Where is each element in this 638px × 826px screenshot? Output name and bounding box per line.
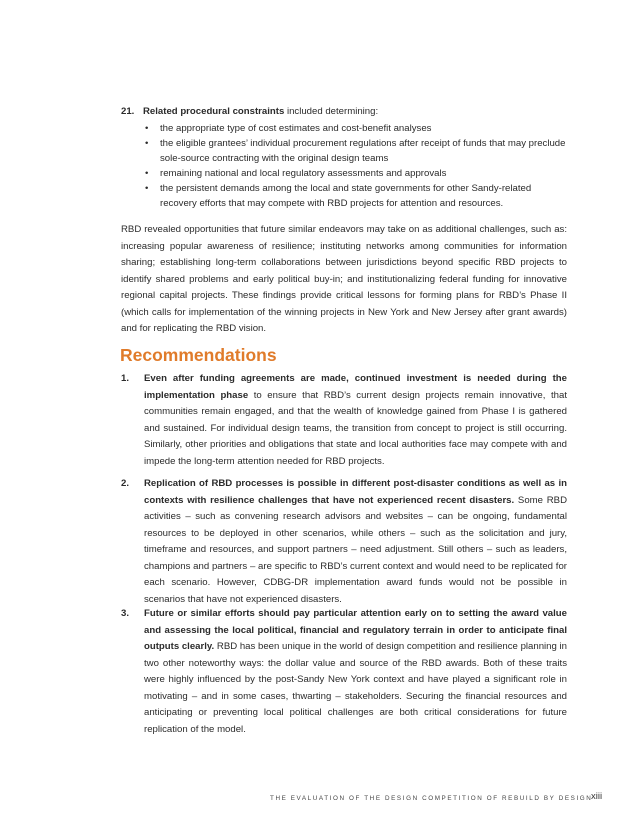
bullet-item [143,166,567,181]
recommendation-text: RBD has been unique in the world of design competition and resilience planning in two other noteworthy ways: the dollar value and source of the RBD awards. Both of these traits were highly influenced by the post-Sandy New York context and have played a significant role in motivating – and in some cases, thwarting – stakeholders. Securing the financial resources and anticipating or preventing local political challenges are both critical considerations for future replication of the model. [144,641,567,735]
recommendation-item [121,476,567,608]
recommendation-text: Some RBD activities – such as convening research advisors and websites – can be ongoing, fundamental resources to be deployed in other scenarios, while others – such as the solicitation and jury, timeframe and resources, and support partners – need adjustment. Still others – such as leaders, champions and partners – are specific to RBD’s current context and would need to be replicated for each scenario. However, CDBG-DR implementation award funds would not be possible in scenarios that have not experienced disasters. [144,494,568,605]
bullet-item [143,136,567,166]
bullet-item [143,181,567,211]
item-body [143,104,567,211]
bullet-text: the appropriate type of cost estimates and cost-benefit analyses [160,123,432,134]
bullet-item [143,121,567,136]
recommendation-number: 3. [121,608,130,619]
bullet-icon: • [145,123,149,134]
page-number: xiii [591,791,603,802]
bullet-text: remaining national and local regulatory assessments and approvals [160,168,447,179]
recommendation-lead: Even after funding agreements are made, continued investment is needed during the implementation phase [144,373,567,401]
bullet-list [143,121,567,211]
bullet-icon: • [145,138,149,149]
item-21-procedural-constraints [121,104,567,211]
recommendation-number: 2. [121,478,130,489]
recommendation-lead: Future or similar efforts should pay particular attention early on to setting the award value and assessing the local political, financial and regulatory terrain in order to anticipate final outputs clearly. [144,608,567,652]
recommendation-body [144,476,567,608]
item-lead: included determining: [284,106,379,117]
item-heading: Related procedural constraints [143,106,285,117]
recommendation-body [144,606,567,738]
bullet-text: the eligible grantees’ individual procurement regulations after receipt of funds that may preclude sole-source contracting with the original design teams [160,138,566,164]
item-number: 21. [121,106,135,117]
body-paragraph: RBD revealed opportunities that future similar endeavors may take on as additional challenges, such as: increasing popular awareness of resilience; instituting networks among communities for information sharing; establishing long-term collaborations between jurisdictions beyond specific RBD projects to identify shared problems and early political buy-in; and institutionalizing federal funding for innovative regional capital projects. These findings provide critical lessons for forming plans for RBD’s Phase II (which calls for implementation of the winning projects in New York and New Jersey after grant awards) and for replicating the RBD vision. [121,224,567,334]
recommendation-lead: Replication of RBD processes is possible in different post-disaster conditions as well as in contexts with resilience challenges that have not experienced recent disasters. [144,478,567,506]
bullet-text: the persistent demands among the local and state governments for other Sandy-related recovery efforts that may compete with RBD projects for attention and resources. [160,183,532,209]
recommendation-number: 1. [121,373,130,384]
recommendation-text: to ensure that RBD’s current design projects remain innovative, that communities remain engaged, and that the wealth of knowledge gained from Phase I is gathered and sustained. For individual design teams, the transition from concept to project is still occurring. Similarly, other priorities and obligations that state and local authorities face may compete with and impede the long-term attention needed for RBD projects. [144,389,567,467]
recommendation-item [121,371,567,470]
section-heading-recommendations: Recommendations [120,345,277,365]
recommendation-body [144,371,567,470]
recommendation-item [121,606,567,738]
running-footer-title: THE EVALUATION OF THE DESIGN COMPETITION OF REBUILD BY DESIGN [270,795,593,802]
bullet-icon: • [145,168,149,179]
bullet-icon: • [145,183,149,194]
